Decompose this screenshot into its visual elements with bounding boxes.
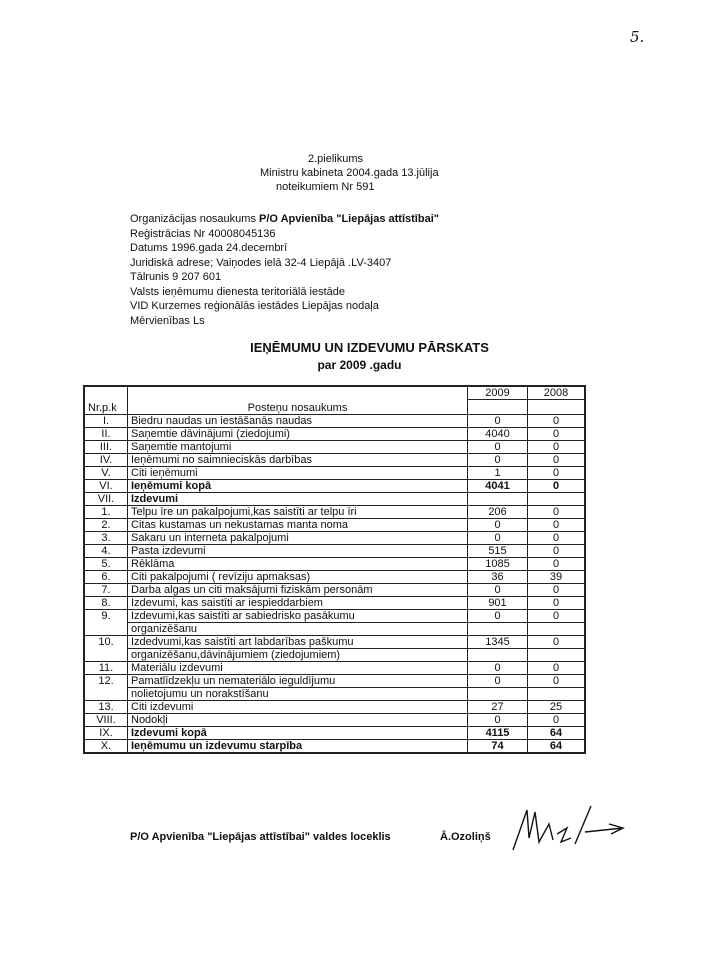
row-description: Izdevumi	[128, 493, 468, 506]
org-name-value: P/O Apvienība "Liepājas attīstībai"	[259, 213, 439, 225]
table-row	[84, 610, 585, 623]
row-value-2009: 4040	[468, 428, 528, 441]
row-value-2009: 0	[468, 441, 528, 454]
row-description: Pasta izdevumi	[128, 545, 468, 558]
row-value-2008: 0	[528, 506, 586, 519]
header-item: Posteņu nosaukums	[128, 386, 468, 415]
row-value-2008: 0	[528, 545, 586, 558]
row-number: 6.	[84, 571, 128, 584]
row-value-2008: 0	[528, 428, 586, 441]
table-row-continuation	[84, 649, 585, 662]
row-number: 11.	[84, 662, 128, 675]
row-number: I.	[84, 415, 128, 428]
row-value-2009: 901	[468, 597, 528, 610]
row-description: Rēklāma	[128, 558, 468, 571]
row-value-blank	[528, 649, 586, 662]
row-number: 8.	[84, 597, 128, 610]
row-value-2009: 0	[468, 610, 528, 623]
table-row	[84, 714, 585, 727]
row-description: Sakaru un interneta pakalpojumi	[128, 532, 468, 545]
row-value-2009: 206	[468, 506, 528, 519]
row-value-2008: 0	[528, 480, 586, 493]
row-value-blank	[528, 688, 586, 701]
row-value-2008: 0	[528, 454, 586, 467]
table-row	[84, 428, 585, 441]
page-number-mark: 5.	[630, 28, 645, 46]
table-row	[84, 519, 585, 532]
row-description: Nodokļi	[128, 714, 468, 727]
row-value-2008: 0	[528, 636, 586, 649]
table-row	[84, 584, 585, 597]
row-description: Saņemtie mantojumi	[128, 441, 468, 454]
row-number: 1.	[84, 506, 128, 519]
footer-signer: Ā.Ozoliņš	[440, 831, 491, 843]
row-number: III.	[84, 441, 128, 454]
footer-role: P/O Apvienība "Liepājas attīstībai" valdes loceklis	[130, 831, 391, 843]
row-value-2008: 25	[528, 701, 586, 714]
row-value-2008: 0	[528, 662, 586, 675]
row-value-2008: 0	[528, 558, 586, 571]
row-value-2009: 1085	[468, 558, 528, 571]
org-address: Juridiskā adrese; Vaiņodes ielā 32-4 Liepājā .LV-3407	[130, 256, 392, 269]
row-value-2009: 0	[468, 415, 528, 428]
row-value-2009: 4115	[468, 727, 528, 740]
row-value-2009: 0	[468, 714, 528, 727]
row-value-2008: 39	[528, 571, 586, 584]
row-number: VIII.	[84, 714, 128, 727]
row-value-2008: 0	[528, 532, 586, 545]
row-value-2008: 64	[528, 740, 586, 754]
row-description: Citi izdevumi	[128, 701, 468, 714]
row-description: Ieņēmumi kopā	[128, 480, 468, 493]
table-row	[84, 480, 585, 493]
table-row	[84, 467, 585, 480]
header-year-2009: 2009	[468, 386, 528, 400]
table-row	[84, 493, 585, 506]
org-phone: Tālrunis 9 207 601	[130, 271, 222, 283]
row-description: Telpu īre un pakalpojumi,kas saistīti ar telpu īri	[128, 506, 468, 519]
org-registration: Reģistrācias Nr 40008045136	[130, 227, 276, 240]
row-description: Ieņēmumi no saimnieciskās darbības	[128, 454, 468, 467]
table-row	[84, 675, 585, 688]
income-expense-table	[83, 385, 586, 754]
annex-reference	[260, 152, 439, 194]
row-description: Pamatlīdzekļu un nemateriālo ieguldījumu	[128, 675, 468, 688]
row-value-2008: 0	[528, 467, 586, 480]
row-description: Darba algas un citi maksājumi fiziskām personām	[128, 584, 468, 597]
header-blank-2	[528, 400, 586, 415]
row-value-2008: 64	[528, 727, 586, 740]
annex-line-3: noteikumiem Nr 591	[276, 181, 375, 193]
table-row	[84, 454, 585, 467]
header-year-2008: 2008	[528, 386, 586, 400]
report-title: IEŅĒMUMU UN IZDEVUMU PĀRSKATS	[250, 340, 489, 355]
row-description: Izdevumi kopā	[128, 727, 468, 740]
table-row-continuation	[84, 623, 585, 636]
row-description: Izdevumi, kas saistīti ar iespieddarbiem	[128, 597, 468, 610]
tax-office-label: Valsts ieņēmumu dienesta teritoriālā iestāde	[130, 285, 346, 298]
row-number: 3.	[84, 532, 128, 545]
annex-line-1: 2.pielikums	[308, 153, 364, 165]
table-row-continuation	[84, 688, 585, 701]
row-number: 13.	[84, 701, 128, 714]
row-number: 2.	[84, 519, 128, 532]
row-description: Biedru naudas un iestāšanās naudas	[128, 415, 468, 428]
row-value-blank	[468, 623, 528, 636]
annex-line-2: Ministru kabineta 2004.gada 13.jūlija	[260, 167, 439, 179]
row-number: 10.	[84, 636, 128, 649]
row-number-blank	[84, 623, 128, 636]
row-description-continued: organizēšanu,dāvinājumiem (ziedojumiem)	[128, 649, 468, 662]
row-value-2009: 515	[468, 545, 528, 558]
table-row	[84, 532, 585, 545]
row-description: Saņemtie dāvinājumi (ziedojumi)	[128, 428, 468, 441]
table-row	[84, 636, 585, 649]
tax-office: VID Kurzemes reģionālās iestādes Liepājas nodaļa	[130, 300, 379, 312]
row-number: 9.	[84, 610, 128, 623]
row-value-2009: 0	[468, 532, 528, 545]
row-description: Materiālu izdevumi	[128, 662, 468, 675]
table-row	[84, 545, 585, 558]
table-row	[84, 506, 585, 519]
table-row	[84, 597, 585, 610]
row-value-2008: 0	[528, 714, 586, 727]
row-number: 12.	[84, 675, 128, 688]
row-value-2009: 0	[468, 454, 528, 467]
org-name-line	[130, 212, 439, 227]
row-description: Izdedvumi,kas saistīti art labdarības paškumu	[128, 636, 468, 649]
row-value-2008	[528, 493, 586, 506]
row-value-2008: 0	[528, 519, 586, 532]
row-number: II.	[84, 428, 128, 441]
row-description: Citas kustamas un nekustamas manta noma	[128, 519, 468, 532]
row-number: V.	[84, 467, 128, 480]
row-value-2008: 0	[528, 441, 586, 454]
row-description: Ieņēmumu un izdevumu starpība	[128, 740, 468, 754]
header-blank-1	[468, 400, 528, 415]
row-description: Izdevumi,kas saistīti ar sabiedrisko pasākumu	[128, 610, 468, 623]
measurement-unit: Mērvienības Ls	[130, 314, 205, 327]
table-row	[84, 740, 585, 754]
row-number-blank	[84, 688, 128, 701]
row-value-blank	[468, 649, 528, 662]
org-name-label: Organizācijas nosaukums	[130, 213, 256, 225]
table-row	[84, 415, 585, 428]
header-nr: Nr.p.k	[84, 386, 128, 415]
table-row	[84, 558, 585, 571]
row-value-2009: 0	[468, 675, 528, 688]
signature-image	[505, 798, 635, 858]
row-value-2008: 0	[528, 675, 586, 688]
row-value-2009: 4041	[468, 480, 528, 493]
organization-info	[130, 212, 439, 328]
table-row	[84, 701, 585, 714]
row-value-2009: 0	[468, 662, 528, 675]
row-number: 4.	[84, 545, 128, 558]
row-number: IV.	[84, 454, 128, 467]
report-title-block	[0, 340, 719, 372]
row-number: VI.	[84, 480, 128, 493]
table-row	[84, 662, 585, 675]
row-number: 7.	[84, 584, 128, 597]
row-number: X.	[84, 740, 128, 754]
row-value-blank	[468, 688, 528, 701]
table-row	[84, 441, 585, 454]
row-value-2008: 0	[528, 597, 586, 610]
row-value-2008: 0	[528, 415, 586, 428]
row-number: VII.	[84, 493, 128, 506]
row-number: 5.	[84, 558, 128, 571]
row-value-2009: 74	[468, 740, 528, 754]
row-description: Citi ieņēmumi	[128, 467, 468, 480]
row-value-2009: 1345	[468, 636, 528, 649]
row-value-2009: 1	[468, 467, 528, 480]
row-number-blank	[84, 649, 128, 662]
row-value-blank	[528, 623, 586, 636]
row-value-2009: 0	[468, 584, 528, 597]
row-value-2008: 0	[528, 610, 586, 623]
org-date: Datums 1996.gada 24.decembrī	[130, 242, 288, 254]
row-value-2009: 0	[468, 519, 528, 532]
row-description: Citi pakalpojumi ( revīziju apmaksas)	[128, 571, 468, 584]
row-value-2009	[468, 493, 528, 506]
row-value-2009: 27	[468, 701, 528, 714]
table-row	[84, 727, 585, 740]
report-subtitle: par 2009 .gadu	[317, 358, 402, 372]
row-number: IX.	[84, 727, 128, 740]
table-row	[84, 571, 585, 584]
row-description-continued: nolietojumu un norakstīšanu	[128, 688, 468, 701]
row-value-2008: 0	[528, 584, 586, 597]
row-description-continued: organizēšanu	[128, 623, 468, 636]
row-value-2009: 36	[468, 571, 528, 584]
